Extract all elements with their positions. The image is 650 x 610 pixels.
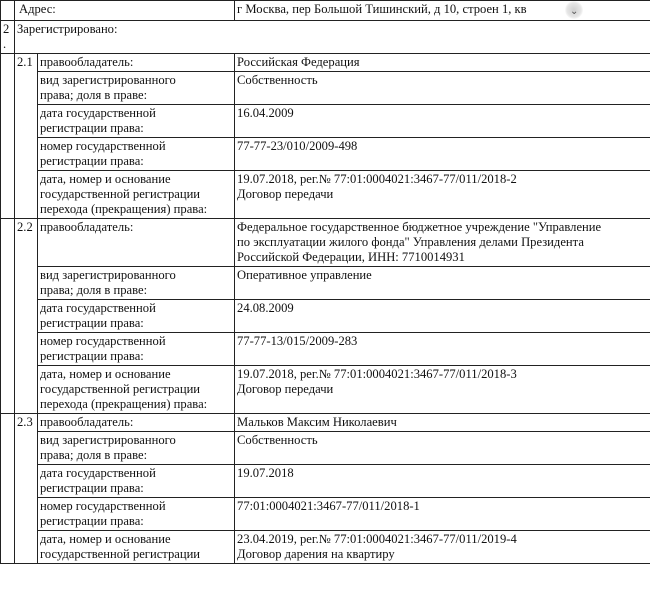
holder-value-line: Федеральное государственное бюджетное учреждение "Управление <box>237 220 602 234</box>
holder-label: правообладатель: <box>38 54 235 72</box>
right-detail-value-line: Договор дарения на квартиру <box>237 547 395 561</box>
right-detail-value-line: Собственность <box>237 433 318 447</box>
right-detail-value-line: Собственность <box>237 73 318 87</box>
right-detail-label-line: регистрации права: <box>40 514 144 528</box>
holder-value-line: Российская Федерация <box>237 55 360 69</box>
right-detail-value <box>235 432 650 465</box>
right-detail-label-line: вид зарегистрированного <box>40 433 176 447</box>
holder-value <box>235 414 650 432</box>
right-detail-value <box>235 105 650 138</box>
right-detail-label-line: номер государственной <box>40 334 166 348</box>
right-detail-label <box>38 531 235 564</box>
right-detail-label-line: номер государственной <box>40 139 166 153</box>
right-detail-value-line: 77-77-23/010/2009-498 <box>237 139 358 153</box>
holder-label: правообладатель: <box>38 414 235 432</box>
right-detail-label <box>38 465 235 498</box>
holder-value-line: Российской Федерации, ИНН: 7710014931 <box>237 250 465 264</box>
right-detail-label-line: государственной регистрации <box>40 547 201 561</box>
right-detail-label-line: регистрации права: <box>40 481 144 495</box>
right-detail-row <box>1 267 650 300</box>
right-detail-label-line: права; доля в праве: <box>40 88 148 102</box>
holder-row <box>1 219 650 267</box>
right-detail-value-line: Оперативное управление <box>237 268 372 282</box>
right-detail-row <box>1 465 650 498</box>
right-detail-row <box>1 498 650 531</box>
holder-number: 2.2 <box>15 219 38 414</box>
holder-row <box>1 414 650 432</box>
right-detail-label <box>38 333 235 366</box>
right-detail-label <box>38 432 235 465</box>
right-detail-label <box>38 72 235 105</box>
right-detail-label <box>38 105 235 138</box>
right-detail-row <box>1 138 650 171</box>
right-detail-row <box>1 531 650 564</box>
right-detail-row <box>1 300 650 333</box>
right-detail-label-line: дата, номер и основание <box>40 532 171 546</box>
right-detail-value-line: Договор передачи <box>237 382 334 396</box>
registered-row <box>1 21 650 54</box>
right-detail-value <box>235 531 650 564</box>
right-detail-label-line: перехода (прекращения) права: <box>40 202 208 216</box>
right-detail-label-line: вид зарегистрированного <box>40 73 176 87</box>
right-detail-value <box>235 333 650 366</box>
right-detail-label <box>38 138 235 171</box>
address-label-text: Адрес: <box>19 2 56 16</box>
right-detail-label-line: номер государственной <box>40 499 166 513</box>
right-detail-label <box>38 498 235 531</box>
right-detail-label-line: регистрации права: <box>40 316 144 330</box>
right-detail-row <box>1 432 650 465</box>
right-detail-label-line: дата государственной <box>40 301 156 315</box>
holder-number: 2.3 <box>15 414 38 564</box>
right-detail-label <box>38 300 235 333</box>
right-detail-label-line: государственной регистрации <box>40 187 201 201</box>
right-detail-label-line: регистрации права: <box>40 121 144 135</box>
holder-value <box>235 219 650 267</box>
right-detail-label-line: дата, номер и основание <box>40 172 171 186</box>
right-detail-label-line: государственной регистрации <box>40 382 201 396</box>
holder-label: правообладатель: <box>38 219 235 267</box>
holder-value-line: по эксплуатации жилого фонда" Управления делами Президента <box>237 235 584 249</box>
right-detail-label-line: дата государственной <box>40 106 156 120</box>
right-detail-label-line: перехода (прекращения) права: <box>40 397 208 411</box>
right-detail-row <box>1 72 650 105</box>
right-detail-value <box>235 465 650 498</box>
right-detail-label-line: дата, номер и основание <box>40 367 171 381</box>
address-value-text: г Москва, пер Большой Тишинский, д 10, строен 1, кв <box>237 2 527 16</box>
holder-left-margin-cell <box>1 219 15 414</box>
right-detail-value-line: 19.07.2018, рег.№ 77:01:0004021:3467-77/011/2018-2 <box>237 172 517 186</box>
right-detail-label-line: регистрации права: <box>40 154 144 168</box>
right-detail-label <box>38 267 235 300</box>
right-detail-value-line: 19.07.2018, рег.№ 77:01:0004021:3467-77/011/2018-3 <box>237 367 517 381</box>
holder-left-margin-cell <box>1 54 15 219</box>
right-detail-value-line: 23.04.2019, рег.№ 77:01:0004021:3467-77/011/2019-4 <box>237 532 517 546</box>
right-detail-value <box>235 366 650 414</box>
chevron-down-icon: ⌄ <box>570 6 579 17</box>
hidden-apartment-number <box>565 1 583 19</box>
address-value <box>235 1 650 21</box>
address-row <box>1 1 650 21</box>
right-detail-value <box>235 138 650 171</box>
right-detail-value-line: 16.04.2009 <box>237 106 294 120</box>
right-detail-label-line: права; доля в праве: <box>40 448 148 462</box>
holder-number: 2.1 <box>15 54 38 219</box>
right-detail-value <box>235 267 650 300</box>
right-detail-value <box>235 171 650 219</box>
right-detail-label <box>38 171 235 219</box>
address-num-cell <box>1 1 15 21</box>
address-label <box>15 1 235 21</box>
right-detail-value <box>235 300 650 333</box>
right-detail-value <box>235 72 650 105</box>
holder-value-line: Мальков Максим Николаевич <box>237 415 397 429</box>
right-detail-row <box>1 333 650 366</box>
holder-value <box>235 54 650 72</box>
right-detail-label <box>38 366 235 414</box>
right-detail-row <box>1 171 650 219</box>
right-detail-label-line: регистрации права: <box>40 349 144 363</box>
right-detail-row <box>1 366 650 414</box>
right-detail-label-line: вид зарегистрированного <box>40 268 176 282</box>
holder-row <box>1 54 650 72</box>
right-detail-value-line: 77:01:0004021:3467-77/011/2018-1 <box>237 499 420 513</box>
right-detail-value-line: 19.07.2018 <box>237 466 294 480</box>
registry-table-body <box>1 1 650 564</box>
registered-label: Зарегистрировано: <box>15 21 650 54</box>
registered-num: 2. <box>1 21 15 54</box>
right-detail-value-line: 24.08.2009 <box>237 301 294 315</box>
right-detail-value-line: Договор передачи <box>237 187 334 201</box>
right-detail-row <box>1 105 650 138</box>
right-detail-label-line: права; доля в праве: <box>40 283 148 297</box>
right-detail-value <box>235 498 650 531</box>
right-detail-label-line: дата государственной <box>40 466 156 480</box>
right-detail-value-line: 77-77-13/015/2009-283 <box>237 334 358 348</box>
holder-left-margin-cell <box>1 414 15 564</box>
